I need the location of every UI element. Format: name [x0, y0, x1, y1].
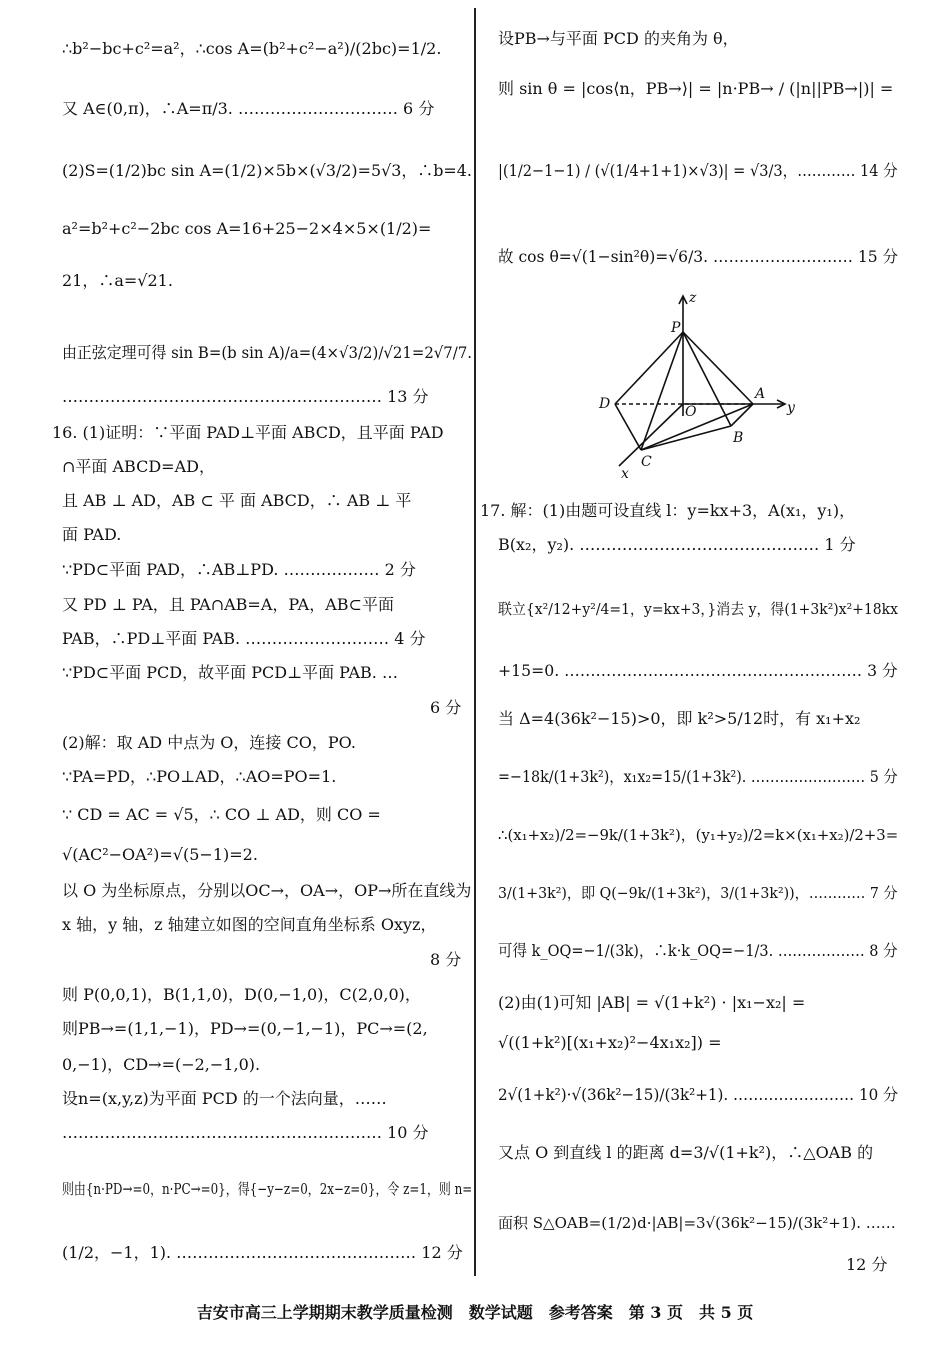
score-mark: 12 分 — [846, 1255, 888, 1274]
text-line: +15=0. ………………………………………………… 3 分 — [498, 661, 898, 680]
text-line: 面积 S△OAB=(1/2)d·|AB|=3√(36k²−15)/(3k²+1). …… — [498, 1214, 896, 1232]
text-line: 联立{x²/12+y²/4=1，y=kx+3，}消去 y，得(1+3k²)x²+18kx — [498, 600, 898, 618]
label-D: D — [599, 396, 611, 412]
label-P: P — [671, 320, 681, 336]
column-divider — [474, 8, 476, 1276]
text-line: 面 PAD. — [62, 525, 122, 544]
text-line: 又 PD ⊥ PA，且 PA∩AB=A，PA，AB⊂平面 — [62, 595, 394, 614]
text-line: …………………………………………………… 13 分 — [62, 387, 429, 406]
edge-PA — [683, 332, 753, 404]
text-line: =−18k/(1+3k²)，x₁x₂=15/(1+3k²). …………………… 5 分 — [498, 767, 898, 786]
text-line: ∴(x₁+x₂)/2=−9k/(1+3k²)，(y₁+y₂)/2=k×(x₁+x₂)/2+3= — [498, 826, 899, 844]
page-footer: 吉安市高三上学期期末教学质量检测 数学试题 参考答案 第 3 页 共 5 页 — [196, 1303, 754, 1322]
text-line: PAB，∴PD⊥平面 PAB. ……………………… 4 分 — [62, 629, 426, 648]
text-line: 由正弦定理可得 sin B=(b sin A)/a=(4×√3/2)/√21=2√7/7. — [62, 343, 473, 362]
score-mark: 6 分 — [430, 698, 462, 717]
text-line: B(x₂，y₂). ……………………………………… 1 分 — [498, 535, 856, 554]
text-line: 故 cos θ=√(1−sin²θ)=√6/3. ……………………… 15 分 — [498, 247, 899, 266]
text-line: (2)S=(1/2)bc sin A=(1/2)×5b×(√3/2)=5√3，∴b=4. — [62, 161, 472, 180]
text-line: 3/(1+3k²)，即 Q(−9k/(1+3k²)，3/(1+3k²))，………… 7 分 — [498, 884, 898, 902]
text-line: √(AC²−OA²)=√(5−1)=2. — [62, 845, 258, 864]
text-line: x 轴，y 轴，z 轴建立如图的空间直角坐标系 Oxyz， — [62, 915, 437, 934]
text-line: √((1+k²)[(x₁+x₂)²−4x₁x₂]) = — [498, 1033, 722, 1052]
text-line: 又点 O 到直线 l 的距离 d=3/√(1+k²)，∴△OAB 的 — [498, 1143, 874, 1162]
text-line: 21，∴a=√21. — [62, 271, 173, 290]
edge-PC — [641, 332, 683, 450]
text-line: ∵ CD = AC = √5，∴ CO ⊥ AD，则 CO = — [62, 805, 381, 824]
edge-PD — [615, 332, 683, 404]
text-line: ∵PA=PD，∴PO⊥AD，∴AO=PO=1. — [62, 767, 337, 786]
edge-BA — [731, 404, 753, 426]
question-16-heading: 16. (1)证明：∵平面 PAD⊥平面 ABCD，且平面 PAD — [52, 423, 444, 442]
text-line: 以 O 为坐标原点，分别以OC→，OA→，OP→所在直线为 — [62, 881, 472, 900]
label-A: A — [755, 386, 766, 402]
text-line: 设n=(x,y,z)为平面 PCD 的一个法向量，…… — [62, 1089, 387, 1108]
text-line: 2√(1+k²)·√(36k²−15)/(3k²+1). …………………… 10 分 — [498, 1085, 899, 1104]
text-line: 且 AB ⊥ AD，AB ⊂ 平 面 ABCD，∴ AB ⊥ 平 — [62, 491, 412, 510]
label-x: x — [621, 466, 629, 478]
text-line: ∵PD⊂平面 PCD，故平面 PCD⊥平面 PAB. … — [62, 663, 398, 682]
question-17-heading: 17. 解：(1)由题可设直线 l：y=kx+3，A(x₁，y₁)， — [480, 501, 856, 520]
text-line: 又 A∈(0,π)，∴A=π/3. ………………………… 6 分 — [62, 99, 435, 118]
text-line: …………………………………………………… 10 分 — [62, 1123, 429, 1142]
edge-DC — [615, 404, 641, 450]
text-line: 设PB→与平面 PCD 的夹角为 θ， — [498, 29, 739, 48]
label-O: O — [685, 404, 697, 420]
text-line: (2)由(1)可知 |AB| = √(1+k²) · |x₁−x₂| = — [498, 993, 806, 1012]
text-line: ∩平面 ABCD=AD， — [62, 457, 215, 476]
text-line: 则由{n·PD→=0，n·PC→=0}，得{−y−z=0，2x−z=0}，令 z=1，则 n= — [62, 1180, 473, 1198]
text-line: 则PB→=(1,1,−1)，PD→=(0,−1,−1)，PC→=(2, — [62, 1019, 428, 1038]
label-C: C — [641, 454, 652, 470]
label-B: B — [733, 430, 744, 446]
text-line: 当 Δ=4(36k²−15)>0，即 k²>5/12时，有 x₁+x₂ — [498, 709, 861, 728]
pyramid-diagram — [593, 288, 808, 478]
text-line: (2)解：取 AD 中点为 O，连接 CO，PO. — [62, 733, 356, 752]
label-y: y — [787, 400, 795, 416]
pyramid-figure — [593, 288, 808, 478]
text-line: 则 P(0,0,1)，B(1,1,0)，D(0,−1,0)，C(2,0,0)， — [62, 985, 421, 1004]
text-line: ∴b²−bc+c²=a²，∴cos A=(b²+c²−a²)/(2bc)=1/2. — [62, 39, 442, 58]
label-z: z — [689, 290, 697, 306]
score-mark: 8 分 — [430, 950, 462, 969]
edge-CB — [641, 426, 731, 450]
text-line: (1/2，−1，1). ……………………………………… 12 分 — [62, 1243, 463, 1262]
text-line: a²=b²+c²−2bc cos A=16+25−2×4×5×(1/2)= — [62, 219, 432, 238]
text-line: 则 sin θ = |cos⟨n，PB→⟩| = |n·PB→ / (|n||PB→|)| = — [498, 79, 894, 98]
text-line: ∵PD⊂平面 PAD，∴AB⊥PD. ……………… 2 分 — [62, 560, 416, 579]
text-line: |(1/2−1−1) / (√(1/4+1+1)×√3)| = √3/3，………… 14 分 — [498, 161, 898, 180]
text-line: 0,−1)，CD→=(−2,−1,0). — [62, 1055, 261, 1074]
text-line: 可得 k_OQ=−1/(3k)，∴k·k_OQ=−1/3. ……………… 8 分 — [498, 941, 898, 960]
